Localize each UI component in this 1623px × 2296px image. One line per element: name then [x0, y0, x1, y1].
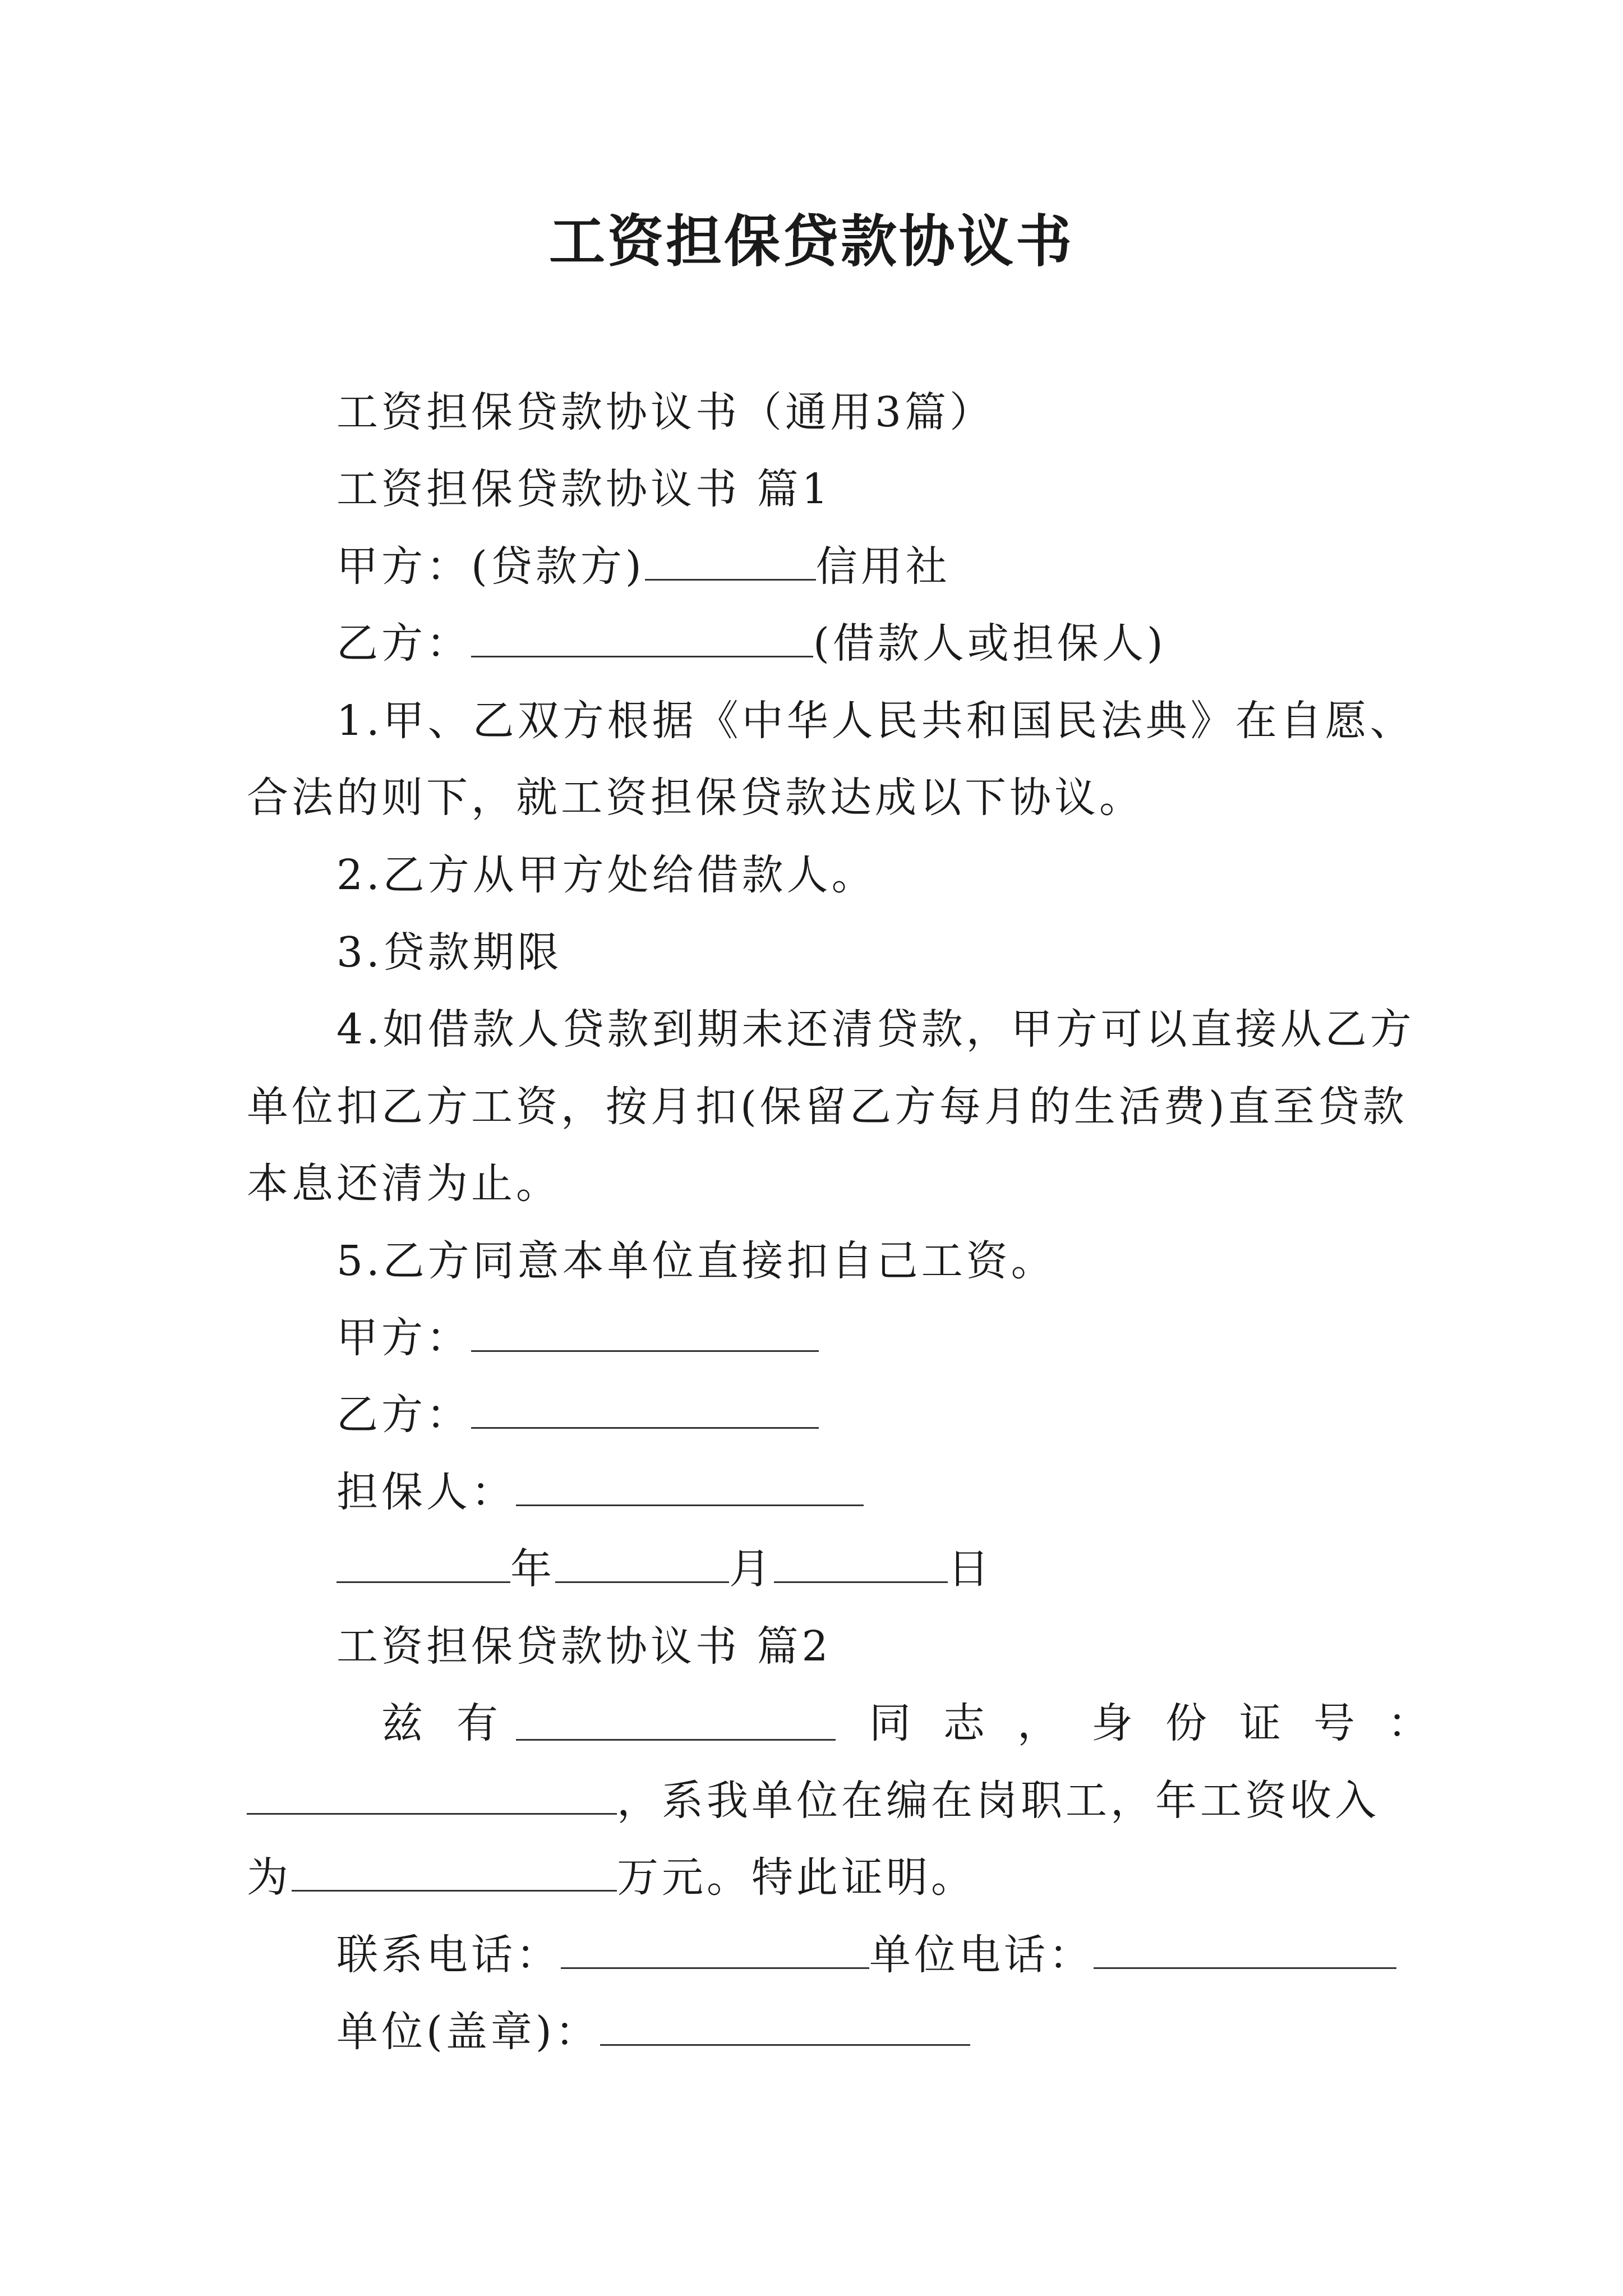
item2: 2.乙方从甲方处给借款人。 [336, 851, 877, 899]
sign-guarantor-line [336, 1464, 864, 1520]
unit-phone-label: 单位电话： [869, 1931, 1094, 1979]
sign-b-line [336, 1387, 819, 1443]
sign-a-blank [471, 1311, 819, 1352]
party-a-prefix: 甲方：(贷款方) [336, 542, 645, 591]
item3: 3.贷款期限 [336, 928, 562, 977]
item1-line1: 1.甲、乙双方根据《中华人民共和国民法典》在自愿、 [336, 697, 1415, 745]
unit-seal-label: 单位(盖章)： [336, 2008, 600, 2056]
section2-line3 [247, 1849, 976, 1906]
salary-blank [292, 1851, 617, 1892]
date-line [336, 1541, 993, 1597]
line3-suffix: 万元。特此证明。 [617, 1853, 976, 1902]
item4-line3: 本息还清为止。 [247, 1159, 561, 1208]
item1-line2: 合法的则下，就工资担保贷款达成以下协议。 [247, 774, 1144, 822]
subtitle: 工资担保贷款协议书（通用3篇） [336, 388, 995, 436]
party-b-line [336, 615, 1166, 671]
day-blank [774, 1542, 948, 1583]
section2-line2 [247, 1773, 1380, 1829]
party-a-suffix: 信用社 [815, 542, 951, 591]
unit-phone-blank [1094, 1928, 1396, 1969]
sign-guarantor-label: 担保人： [336, 1468, 516, 1516]
item4-line1: 4.如借款人贷款到期未还清贷款，甲方可以直接从乙方 [336, 1005, 1415, 1053]
line1-prefix: 兹有 [381, 1699, 532, 1747]
party-b-prefix: 乙方： [336, 619, 471, 668]
name-blank [516, 1700, 836, 1741]
phone-line [336, 1927, 1396, 1983]
date-day: 日 [948, 1545, 993, 1593]
line1-suffix: 同志，身份证号： [869, 1699, 1461, 1747]
sign-b-blank [471, 1388, 819, 1429]
contact-phone-label: 联系电话： [336, 1931, 561, 1979]
sign-a-label: 甲方： [336, 1314, 471, 1362]
party-a-blank [645, 540, 816, 581]
date-month: 月 [729, 1545, 774, 1593]
item5: 5.乙方同意本单位直接扣自己工资。 [336, 1237, 1056, 1285]
section2-heading: 工资担保贷款协议书 篇2 [336, 1622, 832, 1671]
item4-line2: 单位扣乙方工资，按月扣(保留乙方每月的生活费)直至贷款 [247, 1083, 1408, 1131]
section1-heading: 工资担保贷款协议书 篇1 [336, 465, 832, 513]
party-a-line [336, 539, 951, 595]
year-blank [336, 1542, 510, 1583]
sign-guarantor-blank [516, 1465, 864, 1506]
date-year: 年 [510, 1545, 555, 1593]
party-b-blank [471, 616, 813, 657]
contact-phone-blank [561, 1928, 869, 1969]
sign-b-label: 乙方： [336, 1391, 471, 1439]
seal-line [336, 2004, 970, 2060]
document-title: 工资担保贷款协议书 [549, 208, 1074, 274]
sign-a-line [336, 1310, 819, 1366]
month-blank [555, 1542, 729, 1583]
unit-seal-blank [600, 2005, 970, 2046]
line2-text: ，系我单位在编在岗职工，年工资收入 [617, 1777, 1380, 1825]
party-b-suffix: (借款人或担保人) [813, 619, 1166, 668]
line3-prefix: 为 [247, 1853, 292, 1902]
id-blank [247, 1774, 617, 1815]
